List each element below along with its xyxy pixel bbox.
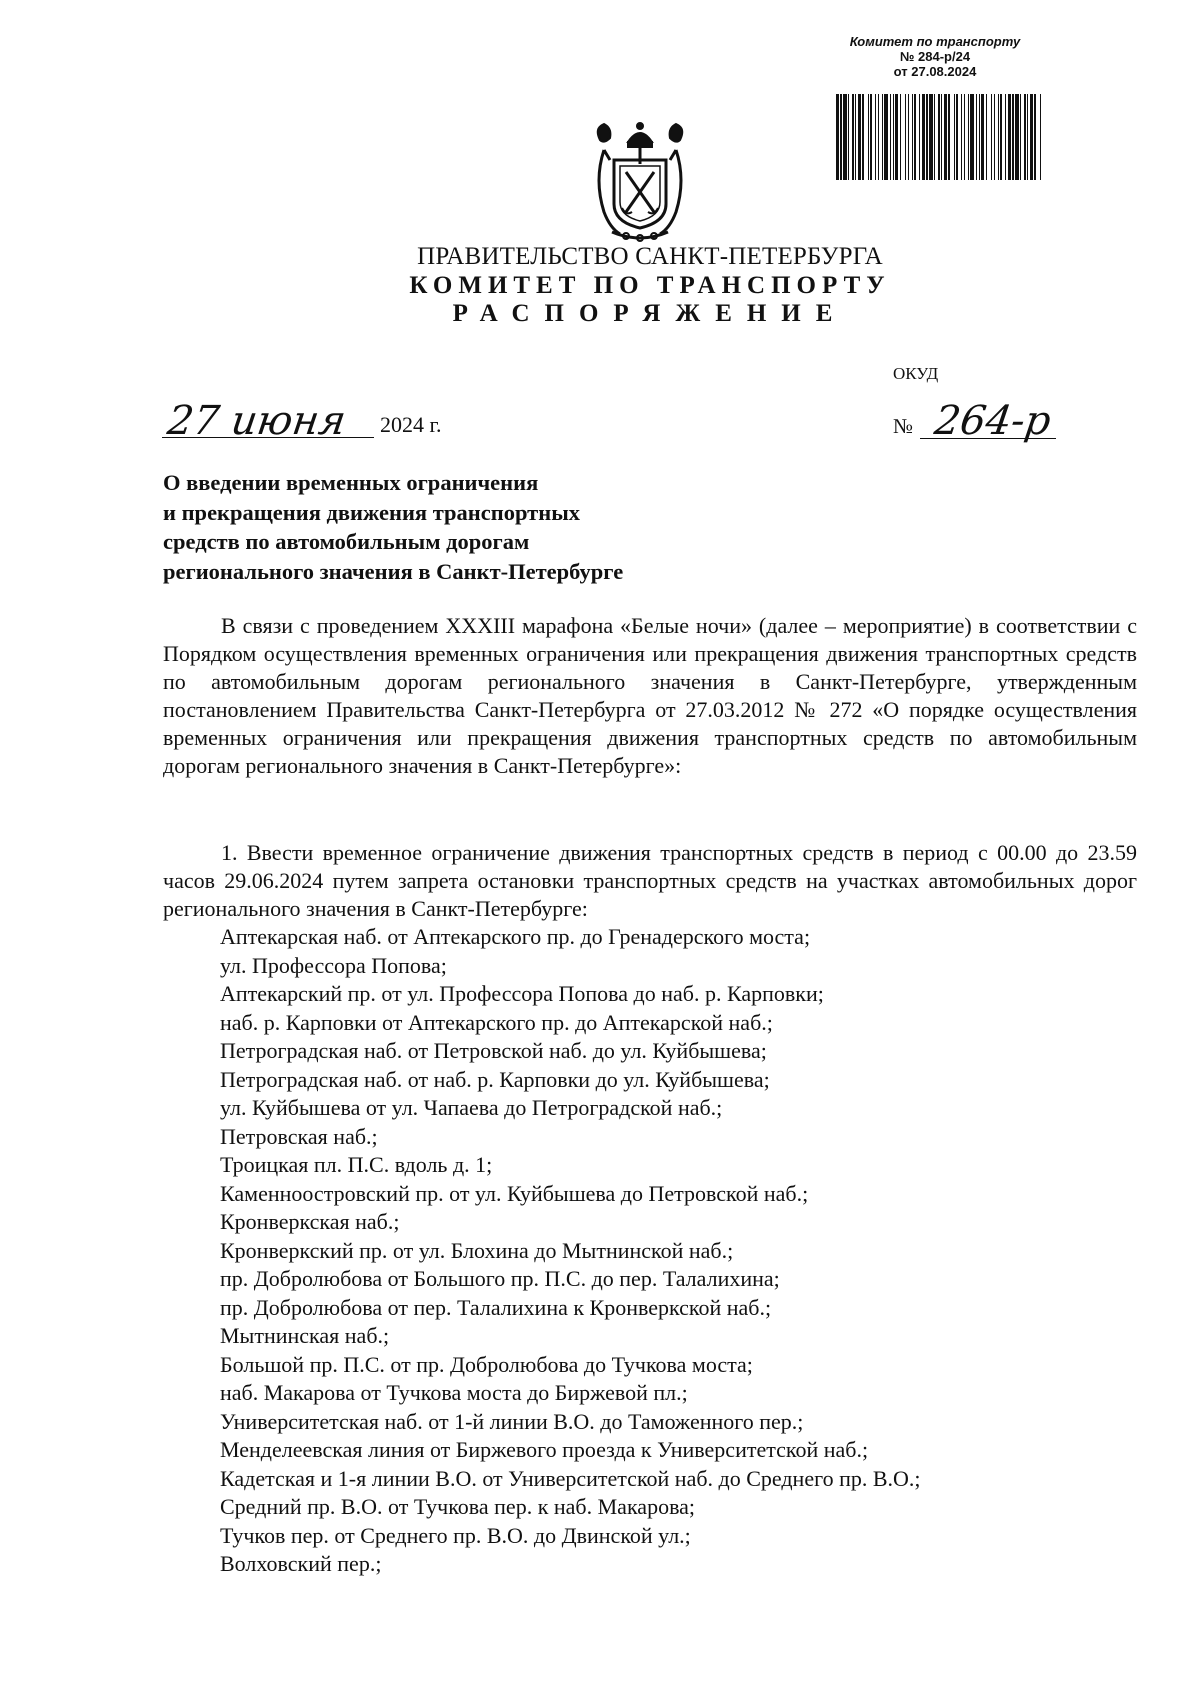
stamp-line-2: № 284-р/24 bbox=[899, 49, 971, 64]
road-item: пр. Добролюбова от пер. Талалихина к Кронверкской наб.; bbox=[220, 1294, 772, 1320]
road-list bbox=[220, 923, 921, 1579]
road-item: Волховский пер.; bbox=[220, 1551, 382, 1576]
road-item: Петроградская наб. от наб. р. Карповки до ул. Куйбышева; bbox=[220, 1066, 770, 1092]
road-item: Средний пр. В.О. от Тучкова пер. к наб. Макарова; bbox=[220, 1494, 696, 1519]
number-sign: № bbox=[893, 414, 914, 438]
road-item: наб. Макарова от Тучкова моста до Биржевой пл.; bbox=[220, 1380, 688, 1405]
date-underline bbox=[162, 437, 374, 438]
road-item: Аптекарский пр. от ул. Профессора Попова до наб. р. Карповки; bbox=[220, 981, 824, 1006]
road-item: Менделеевская линия от Биржевого проезда к Университетской наб.; bbox=[220, 1437, 869, 1462]
preamble-paragraph: В связи с проведением XXXIII марафона «Белые ночи» (далее – мероприятие) в соответствии с Порядком осуществления временных ограничения или прекращения движения транспортных средств по автомобильным дорогам регионального значения в Санкт-Петербурге, утвержденным постановлением Правительства Санкт-Петербурга от 27.03.2012 № 272 «О порядке осуществления временных ограничения или прекращения движения транспортных средств по автомобильным дорогам регионального значения в Санкт-Петербурге»: bbox=[163, 613, 1137, 778]
number-underline bbox=[920, 438, 1056, 439]
registration-stamp bbox=[830, 34, 1040, 79]
road-item: ул. Куйбышева от ул. Чапаева до Петроградской наб.; bbox=[220, 1095, 723, 1120]
government-name: ПРАВИТЕЛЬСТВО САНКТ-ПЕТЕРБУРГА bbox=[417, 243, 883, 270]
road-item: Кронверкская наб.; bbox=[220, 1209, 400, 1234]
road-item: Большой пр. П.С. от пр. Добролюбова до Тучкова моста; bbox=[220, 1351, 753, 1377]
road-item: Троицкая пл. П.С. вдоль д. 1; bbox=[220, 1152, 493, 1177]
road-item: Аптекарская наб. от Аптекарского пр. до Гренадерского моста; bbox=[220, 924, 811, 949]
road-item: Петровская наб.; bbox=[220, 1123, 378, 1149]
barcode-icon bbox=[836, 94, 1042, 180]
subject-line: и прекращения движения транспортных bbox=[163, 499, 581, 525]
stamp-line-1: Комитет по транспорту bbox=[849, 34, 1021, 49]
document-subject bbox=[163, 468, 623, 586]
road-item: ул. Профессора Попова; bbox=[220, 952, 447, 978]
road-item: Каменноостровский пр. от ул. Куйбышева до Петровской наб.; bbox=[220, 1180, 809, 1206]
road-item: пр. Добролюбова от Большого пр. П.С. до пер. Талалихина; bbox=[220, 1266, 780, 1291]
road-item: Петроградская наб. от Петровской наб. до ул. Куйбышева; bbox=[220, 1038, 767, 1063]
handwritten-date: 27 июня bbox=[164, 398, 349, 444]
road-item: Университетская наб. от 1-й линии В.О. до Таможенного пер.; bbox=[220, 1408, 804, 1434]
subject-line: регионального значения в Санкт-Петербурге bbox=[163, 558, 624, 584]
road-item: Кронверкский пр. от ул. Блохина до Мытнинской наб.; bbox=[220, 1237, 734, 1263]
subject-line: средств по автомобильным дорогам bbox=[163, 529, 530, 554]
okud-label: ОКУД bbox=[893, 364, 939, 383]
date-year: 2024 г. bbox=[380, 412, 442, 437]
coat-of-arms-icon bbox=[590, 120, 690, 242]
clause-1-paragraph: 1. Ввести временное ограничение движения транспортных средств в период с 00.00 до 23.59 часов 29.06.2024 путем запрета остановки транспортных средств на участках автомобильных дорог регионального значения в Санкт-Петербурге: bbox=[163, 840, 1137, 921]
road-item: Мытнинская наб.; bbox=[220, 1323, 390, 1348]
road-item: Тучков пер. от Среднего пр. В.О. до Двинской ул.; bbox=[220, 1522, 691, 1548]
subject-line: О введении временных ограничения bbox=[163, 470, 539, 495]
stamp-line-3: от 27.08.2024 bbox=[893, 64, 977, 79]
road-item: Кадетская и 1-я линии В.О. от Университетской наб. до Среднего пр. В.О.; bbox=[220, 1465, 921, 1491]
committee-name: КОМИТЕТ ПО ТРАНСПОРТУ bbox=[409, 272, 891, 299]
document-type: РАСПОРЯЖЕНИЕ bbox=[452, 300, 848, 327]
handwritten-number: 264-р bbox=[931, 398, 1054, 444]
road-item: наб. р. Карповки от Аптекарского пр. до Аптекарской наб.; bbox=[220, 1009, 773, 1035]
